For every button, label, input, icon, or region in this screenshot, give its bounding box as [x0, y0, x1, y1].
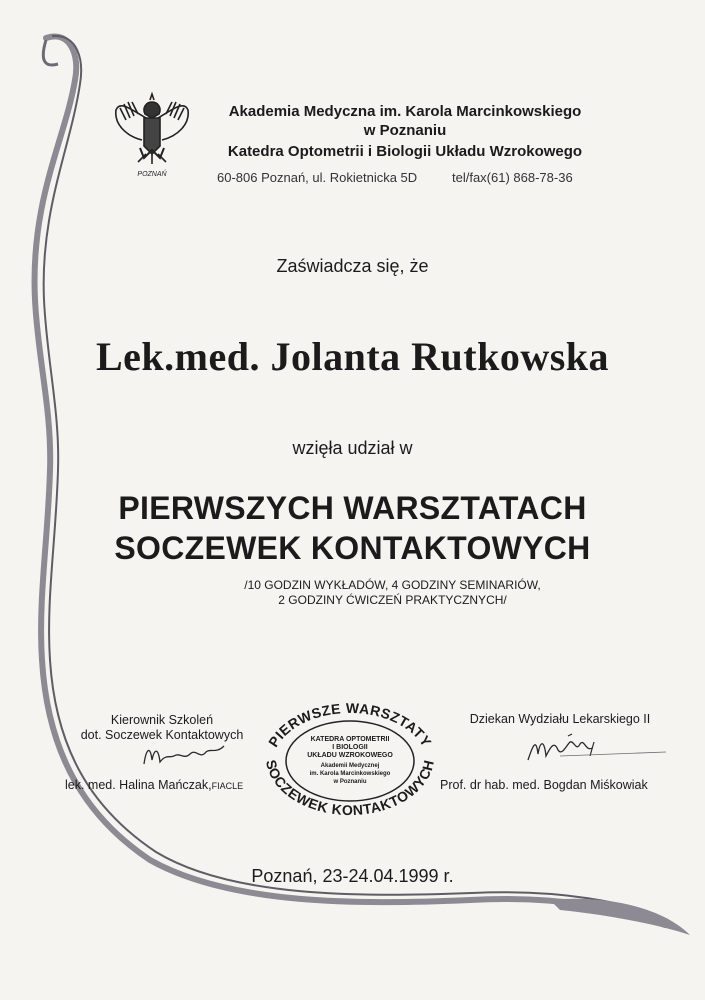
- stamp-ring-top-text: PIERWSZE WARSZTATY: [265, 699, 435, 750]
- phone: tel/fax(61) 868-78-36: [452, 170, 573, 185]
- issue-date: Poznań, 23-24.04.1999 r.: [251, 866, 454, 886]
- event-details-line1: /10 GODZIN WYKŁADÓW, 4 GODZINY SEMINARIÓW,: [244, 578, 541, 592]
- left-signer-name: [65, 778, 243, 792]
- left-signer-title-line2: dot. Soczewek Kontaktowych: [80, 728, 244, 742]
- left-signer-name-text: lek. med. Halina Mańczak,: [65, 778, 212, 792]
- right-signer-title: Dziekan Wydziału Lekarskiego II: [469, 712, 651, 726]
- certify-statement: Zaświadcza się, że: [276, 256, 429, 276]
- right-signature: [520, 728, 670, 768]
- right-signer-name: Prof. dr hab. med. Bogdan Miśkowiak: [440, 778, 648, 792]
- stamp-center-line4: Akademii Medycznej: [320, 763, 380, 769]
- institution-name: Akademia Medyczna im. Karola Marcinkowskiego: [228, 103, 582, 120]
- stamp-center-line2: I BIOLOGII: [332, 744, 368, 751]
- took-part-statement: wzięła udział w: [292, 438, 413, 458]
- left-signer-title-line1: Kierownik Szkoleń: [110, 713, 214, 727]
- department-name: Katedra Optometrii i Biologii Układu Wzrokowego: [227, 143, 583, 160]
- stamp-center-line3: UKŁADU WZROKOWEGO: [307, 752, 393, 759]
- eagle-emblem-icon: [112, 88, 192, 180]
- recipient-name: Lek.med. Jolanta Rutkowska: [95, 334, 610, 379]
- stamp-center-line5: im. Karola Marcinkowskiego: [309, 771, 391, 777]
- address: 60-806 Poznań, ul. Rokietnicka 5D: [217, 170, 418, 185]
- event-details-line2: 2 GODZINY ĆWICZEŃ PRAKTYCZNYCH/: [278, 593, 507, 607]
- left-signer-suffix: FIACLE: [211, 781, 244, 791]
- left-signature: [140, 740, 230, 770]
- workshop-stamp: [250, 695, 450, 825]
- stamp-center-line6: w Poznaniu: [333, 779, 367, 785]
- stamp-ring-bottom-text: SOCZEWEK KONTAKTOWYCH: [262, 758, 438, 819]
- stamp-center-line1: KATEDRA OPTOMETRII: [310, 736, 390, 743]
- institution-city: w Poznaniu: [363, 122, 447, 139]
- event-title-line1: PIERWSZYCH WARSZTATACH: [118, 490, 587, 526]
- left-signer-title: [62, 713, 262, 743]
- emblem-caption: POZNAŃ: [137, 171, 167, 178]
- event-title-line2: SOCZEWEK KONTAKTOWYCH: [114, 530, 591, 566]
